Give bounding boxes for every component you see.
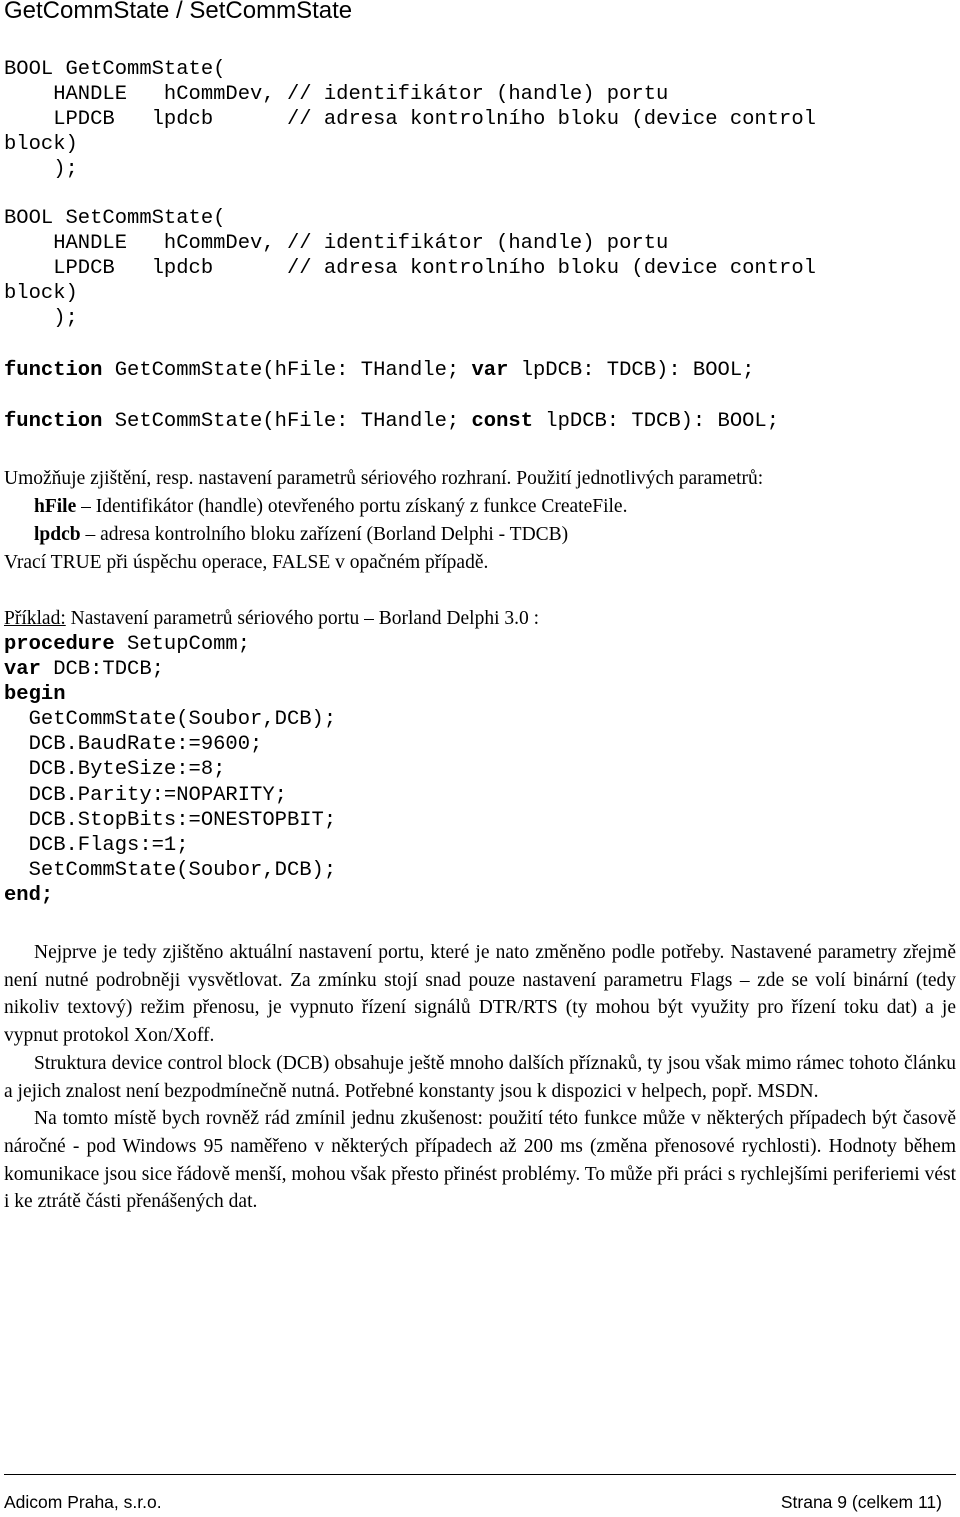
keyword: const bbox=[471, 410, 533, 433]
keyword: var bbox=[4, 658, 41, 682]
code-line: DCB.StopBits:=ONESTOPBIT; bbox=[4, 808, 337, 832]
code-line: block) bbox=[4, 132, 78, 156]
keyword: function bbox=[4, 359, 103, 382]
code-line: DCB.BaudRate:=9600; bbox=[4, 733, 263, 757]
code-line: BOOL SetCommState( bbox=[4, 207, 226, 231]
param-definition: – Identifikátor (handle) otevřeného portu získaný z funkce CreateFile. bbox=[76, 496, 628, 517]
code-line: HANDLE hCommDev, // identifikátor (handle) portu bbox=[4, 232, 669, 256]
code-line: GetCommState(Soubor,DCB); bbox=[4, 708, 337, 732]
paragraph: Nejprve je tedy zjištěno aktuální nastavení portu, které je nato změněno podle potřeby. Nastavené parametry zřejmě není nutné podrobněji vysvětlovat. Za zmínku stojí snad pouze nastavení parametru Flags – zde se volí binární (tedy nikoliv textový) režim přenosu, je vypnuto řízení signálů DTR/RTS (ty mohou být využity pro řízení toku dat) a je vypnut protokol Xon/Xoff. bbox=[4, 942, 956, 1047]
code-line: DCB.Parity:=NOPARITY; bbox=[4, 783, 287, 807]
param-hfile bbox=[4, 493, 956, 521]
param-lpdcb bbox=[4, 521, 956, 549]
description-text: Umožňuje zjištění, resp. nastavení parametrů sériového rozhraní. Použití jednotlivých parametrů: bbox=[4, 468, 764, 489]
code-text: SetupComm; bbox=[114, 633, 251, 656]
code-line: HANDLE hCommDev, // identifikátor (handle) portu bbox=[4, 82, 669, 106]
paragraph: Struktura device control block (DCB) obsahuje ještě mnoho dalších příznaků, ty jsou však mimo rámec tohoto článku a jejich znalost není bezpodmínečně nutná. Potřebné konstanty jsou k dispozici v helpech, popř. MSDN. bbox=[4, 1052, 956, 1102]
code-text: lpDCB: TDCB): BOOL; bbox=[533, 410, 780, 433]
param-term: lpdcb bbox=[34, 524, 81, 545]
code-line: LPDCB lpdcb // adresa kontrolního bloku (device control bbox=[4, 107, 816, 131]
c-declarations-code bbox=[4, 58, 816, 332]
code-text: SetCommState(hFile: THandle; bbox=[102, 410, 472, 433]
code-text: DCB:TDCB; bbox=[40, 658, 164, 682]
code-line: ); bbox=[4, 307, 78, 331]
example-heading bbox=[4, 605, 539, 633]
example-title: Nastavení parametrů sériového portu – Borland Delphi 3.0 : bbox=[65, 608, 540, 629]
code-text: lpDCB: TDCB): BOOL; bbox=[508, 359, 755, 382]
footer-page-number: Strana 9 (celkem 11) bbox=[780, 1492, 942, 1512]
code-line: block) bbox=[4, 282, 78, 306]
param-definition: – adresa kontrolního bloku zařízení (Borland Delphi - TDCB) bbox=[80, 524, 569, 545]
footer-company: Adicom Praha, s.r.o. bbox=[4, 1492, 162, 1512]
keyword: end; bbox=[4, 883, 54, 907]
code-line: DCB.ByteSize:=8; bbox=[4, 758, 226, 782]
code-text: GetCommState(hFile: THandle; bbox=[102, 359, 472, 382]
keyword: procedure bbox=[4, 633, 115, 656]
page-title: GetCommState / SetCommState bbox=[4, 0, 353, 24]
footer-divider bbox=[4, 1474, 956, 1475]
return-description: Vrací TRUE při úspěchu operace, FALSE v opačném případě. bbox=[4, 552, 489, 573]
keyword: function bbox=[4, 410, 103, 433]
keyword: var bbox=[471, 359, 509, 382]
param-term: hFile bbox=[34, 496, 77, 517]
example-label: Příklad: bbox=[4, 608, 66, 629]
keyword: begin bbox=[4, 683, 66, 707]
code-line: DCB.Flags:=1; bbox=[4, 833, 189, 857]
code-line: SetCommState(Soubor,DCB); bbox=[4, 858, 337, 882]
pascal-get-signature bbox=[4, 359, 754, 384]
body-text bbox=[4, 939, 956, 1216]
code-line: BOOL GetCommState( bbox=[4, 58, 226, 81]
function-description bbox=[4, 465, 956, 577]
paragraph: Na tomto místě bych rovněž rád zmínil jednu zkušenost: použití této funkce může v některých případech být časově náročné - pod Windows 95 naměřeno v některých případech až 200 ms (změna přenosové rychlosti). Hodnoty během komunikace jsou sice řádově menší, mohou však přesto přinést problémy. To může při práci s rychlejšími periferiemi vést i ke ztrátě části přenášených dat. bbox=[4, 1108, 956, 1213]
code-line: LPDCB lpdcb // adresa kontrolního bloku (device control bbox=[4, 257, 816, 281]
code-line: ); bbox=[4, 157, 78, 181]
example-code bbox=[4, 632, 336, 908]
pascal-set-signature bbox=[4, 410, 779, 435]
